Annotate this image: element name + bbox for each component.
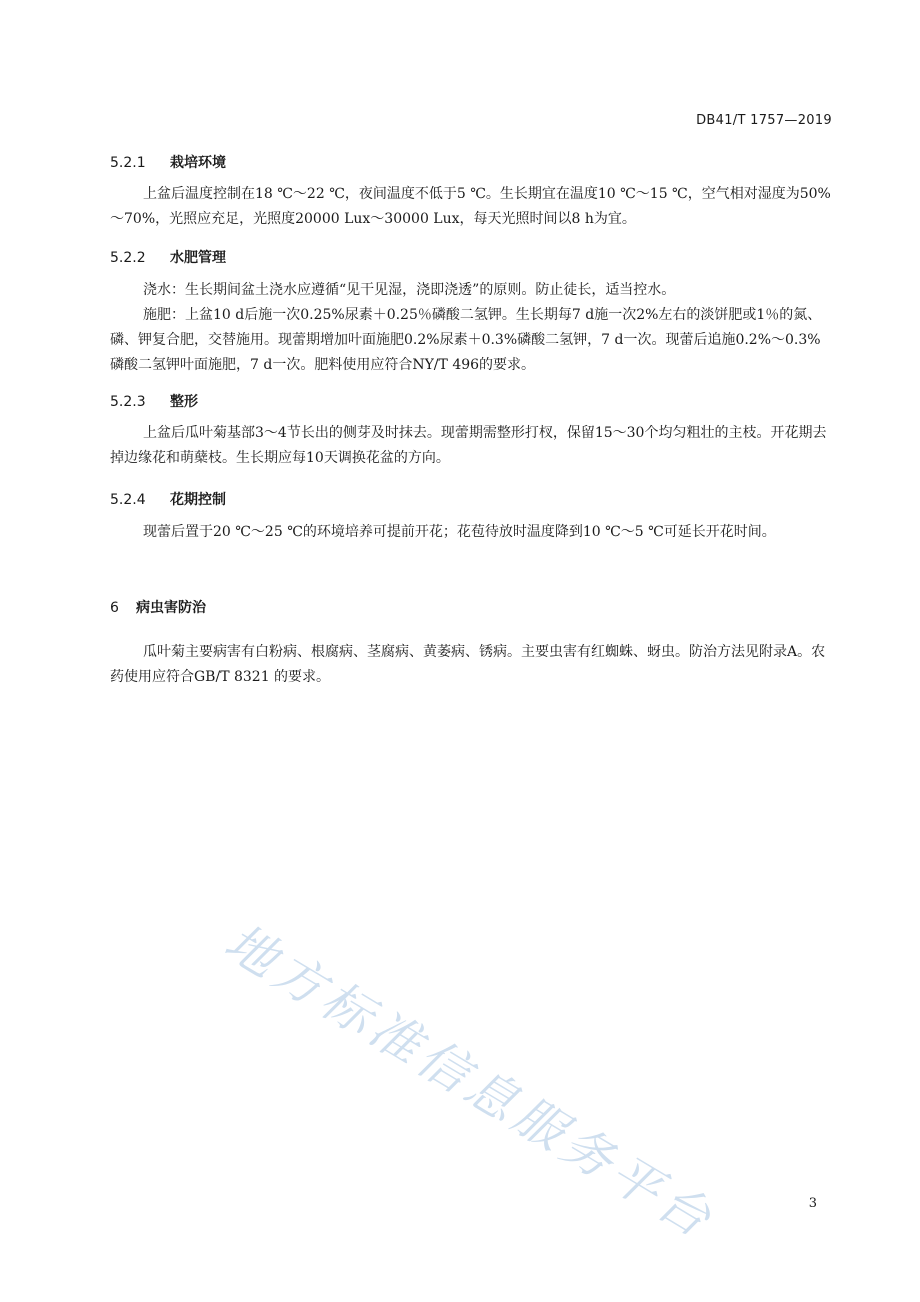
section-body-5-2-3 — [110, 421, 832, 471]
paragraph: 瓜叶菊主要病害有白粉病、根腐病、茎腐病、黄萎病、锈病。主要虫害有红蜘蛛、蚜虫。防治方法见附录A。农药使用应符合GB/T 8321 的要求。 — [110, 644, 826, 685]
paragraph: 浇水：生长期间盆土浇水应遵循“见干见湿，浇即浇透”的原则。防止徒长，适当控水。 — [143, 282, 676, 298]
section-body-5-2-2 — [110, 278, 832, 378]
section-heading-5-2-1 — [110, 152, 226, 172]
section-heading-6 — [110, 597, 206, 617]
paragraph: 上盆后瓜叶菊基部3～4节长出的侧芽及时抹去。现蕾期需整形打杈，保留15～30个均匀粗壮的主枝。开花期去掉边缘花和萌蘖枝。生长期应每10天调换花盆的方向。 — [110, 425, 827, 466]
section-title: 整形 — [170, 394, 198, 410]
watermark-text: 地方标准信息服务平台 — [215, 912, 725, 1251]
section-number: 5.2.4 — [110, 492, 146, 508]
section-body-5-2-4 — [110, 520, 832, 545]
section-heading-5-2-2 — [110, 247, 226, 267]
section-title: 水肥管理 — [170, 250, 226, 266]
section-heading-5-2-4 — [110, 489, 226, 509]
document-code: DB41/T 1757—2019 — [696, 113, 832, 128]
section-body-5-2-1 — [110, 182, 832, 232]
section-body-6 — [110, 640, 832, 690]
section-heading-5-2-3 — [110, 391, 198, 411]
paragraph: 上盆后温度控制在18 ℃～22 ℃，夜间温度不低于5 ℃。生长期宜在温度10 ℃～15 ℃，空气相对湿度为50%～70%，光照应充足，光照度20000 Lux～30000 Lux，每天光照时间以8 h为宜。 — [110, 186, 831, 227]
paragraph: 施肥：上盆10 d后施一次0.25%尿素＋0.25％磷酸二氢钾。生长期每7 d施一次2%左右的淡饼肥或1％的氮、磷、钾复合肥，交替施用。现蕾期增加叶面施肥0.2%尿素＋0.3%磷酸二氢钾，7 d一次。现蕾后追施0.2%～0.3%磷酸二氢钾叶面施肥，7 d一次。肥料使用应符合NY/T 496的要求。 — [110, 307, 822, 373]
section-title: 花期控制 — [170, 492, 226, 508]
section-number: 5.2.3 — [110, 394, 146, 410]
section-number: 6 — [110, 600, 119, 616]
section-title: 栽培环境 — [170, 155, 226, 171]
page-number: 3 — [808, 1196, 817, 1211]
section-title: 病虫害防治 — [136, 600, 206, 616]
paragraph: 现蕾后置于20 ℃～25 ℃的环境培养可提前开花；花苞待放时温度降到10 ℃～5 ℃可延长开花时间。 — [143, 524, 776, 540]
section-number: 5.2.1 — [110, 155, 146, 171]
section-number: 5.2.2 — [110, 250, 146, 266]
